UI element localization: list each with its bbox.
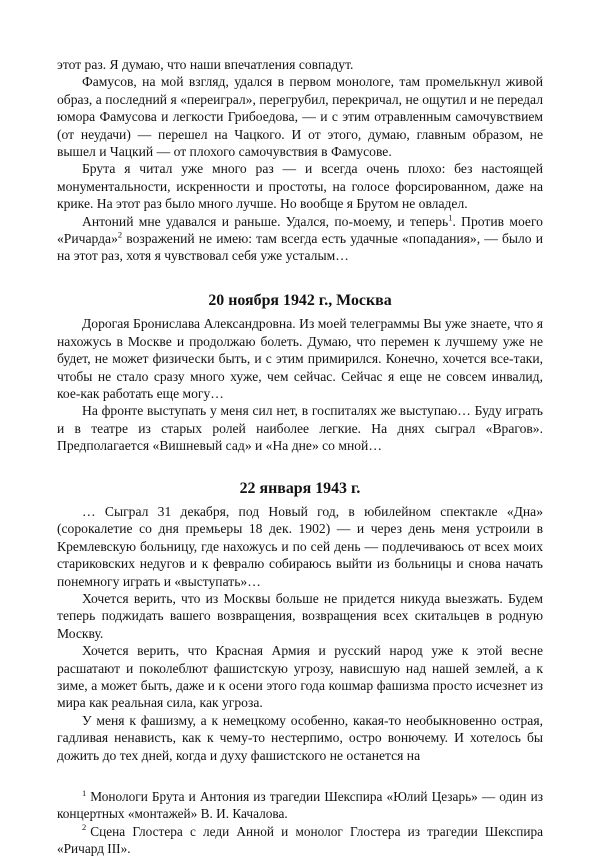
footnote-text: Сцена Глостера с леди Анной и монолог Глостера из трагедии Шекспира «Ричард III». <box>57 823 543 857</box>
document-page <box>57 56 543 858</box>
footnote-ref-2[interactable]: 2 <box>117 229 123 240</box>
footnote-2 <box>57 823 543 858</box>
paragraph: этот раз. Я думаю, что наши впечатления совпадут. <box>57 57 354 72</box>
paragraph: Хочется верить, что Красная Армия и русский народ уже к этой весне расшатают и поколеблют фашистскую угрозу, нависшую над нашей землей, а к зиме, а может быть, даже и к осени этого года кошмар фашизма просто исчезнет из мира как реальная сила, как угроза. <box>57 643 543 711</box>
letter-date-heading: 22 января 1943 г. <box>239 479 361 497</box>
footnote-mark: 1 <box>82 787 87 798</box>
paragraph-text: возражений не имею: там всегда есть удачные «попадания», — было и на этот раз, хотя я чувствовал себя уже усталым… <box>57 231 543 264</box>
letter-date-heading: 20 ноября 1942 г., Москва <box>208 291 392 309</box>
paragraph-with-footnote-refs <box>57 213 543 265</box>
paragraph-text: Антоний мне удавался и раньше. Удался, по-моему, и теперь <box>82 213 449 229</box>
paragraph: … Сыграл 31 декабря, под Новый год, в юбилейном спектакле «Дна» (сорокалетие со дня премьеры 18 дек. 1902) — и через день меня устроили в Кремлевскую больницу, где нахожусь и по сей день — подлечиваюсь от всех моих стариковских недугов и к февралю собираюсь выйти из больницы и снова начать понемногу играть и «выступать»… <box>57 503 543 589</box>
paragraph: Дорогая Бронислава Александровна. Из моей телеграммы Вы уже знаете, что я нахожусь в Москве и продолжаю болеть. Думаю, что перемен к лучшему уже не будет, не может физически быть, и с этим примирился. Конечно, хочется все-таки, чтобы не стало сразу много хуже, чем сейчас. Сейчас я еще не совсем инвалид, кое-как работать еще могу… <box>57 316 543 401</box>
footnote-ref-1[interactable]: 1 <box>448 212 453 223</box>
footnotes <box>57 788 543 858</box>
paragraph: На фронте выступать у меня сил нет, в госпиталях же выступаю… Буду играть и в театре из старых ролей наиболее легкие. На днях сыграл «Врагов». Предполагается «Вишневый сад» и «На дне» со мной… <box>57 403 543 454</box>
paragraph: Фамусов, на мой взгляд, удался в первом монологе, там промелькнул живой образ, а последний я «переиграл», перегрубил, перекричал, не ощутил и не передал юмора Фамусова и легкости Грибоедова, — и с этим отравленным самочувствием (от неудачи) — перешел на Чацкого. И от этого, думаю, главным образом, не вышел и Чацкий — от плохого самочувствия в Фамусове. <box>57 74 543 160</box>
footnote-text: Монологи Брута и Антония из трагедии Шекспира «Юлий Цезарь» — один из концертных «монтажей» В. И. Качалова. <box>57 789 543 822</box>
paragraph: Хочется верить, что из Москвы больше не придется никуда выезжать. Будем теперь поджидать вашего возвращения, возвращения всех скитальцев в родную Москву. <box>57 590 543 641</box>
footnote-1 <box>57 788 543 823</box>
paragraph: Брута я читал уже много раз — и всегда очень плохо: без настоящей монументальности, искренности и простоты, на голосе форсированном, даже на крике. На этот раз было много лучше. Но вообще я Брутом не овладел. <box>57 161 543 212</box>
paragraph-text: . Против моего «Ричарда» <box>57 213 543 247</box>
footnote-mark: 2 <box>82 822 87 833</box>
paragraph: У меня к фашизму, а к немецкому особенно, какая-то необыкновенно острая, гадливая ненависть, как к чему-то нестерпимо, остро вонючему. И хотелось бы дожить до тех дней, когда и духу фашистского не останется на <box>57 712 543 763</box>
